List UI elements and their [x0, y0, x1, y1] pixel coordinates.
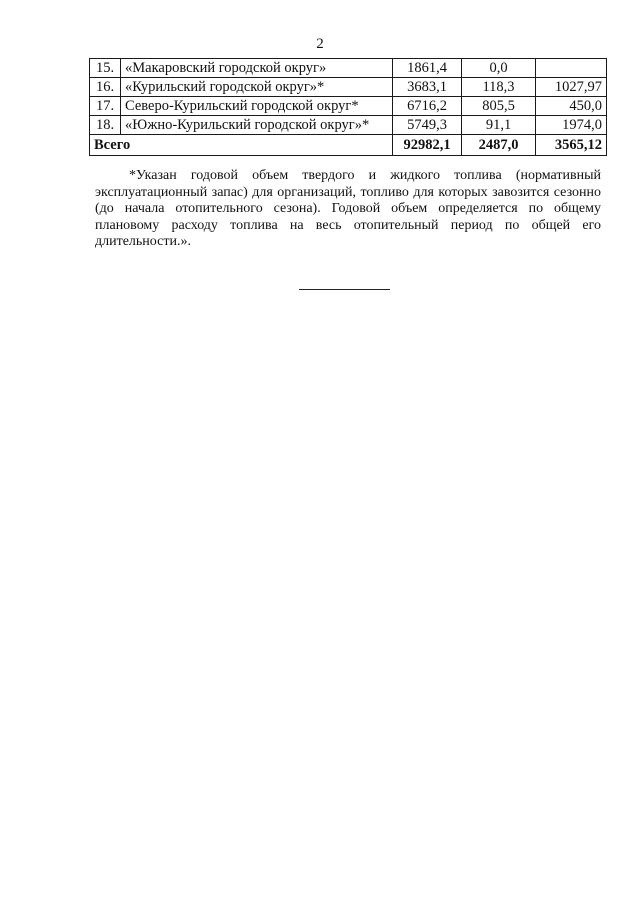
total-value: 3565,12	[536, 135, 607, 156]
value-cell: 805,5	[462, 97, 536, 116]
end-divider	[299, 289, 390, 290]
value-cell: 1974,0	[536, 116, 607, 135]
row-number: 15.	[90, 59, 121, 78]
row-number: 17.	[90, 97, 121, 116]
value-cell: 91,1	[462, 116, 536, 135]
value-cell	[536, 59, 607, 78]
district-name: Северо-Курильский городской округ*	[121, 97, 393, 116]
district-name: «Южно-Курильский городской округ»*	[121, 116, 393, 135]
value-cell: 0,0	[462, 59, 536, 78]
value-cell: 450,0	[536, 97, 607, 116]
district-name: «Макаровский городской округ»	[121, 59, 393, 78]
value-cell: 118,3	[462, 78, 536, 97]
page-number: 2	[316, 36, 324, 52]
row-number: 16.	[90, 78, 121, 97]
value-cell: 3683,1	[393, 78, 462, 97]
value-cell: 5749,3	[393, 116, 462, 135]
table-row	[90, 116, 607, 135]
row-number: 18.	[90, 116, 121, 135]
table-row	[90, 78, 607, 97]
total-label: Всего	[90, 135, 393, 156]
total-value: 2487,0	[462, 135, 536, 156]
footnote: *Указан годовой объем твердого и жидкого топлива (нормативный эксплуатационный запас) для организаций, топливо для которых завозится сезонно (до начала отопительного сезона). Годовой объем определяется по общему плановому расходу топлива на весь отопительный период по общей его длительности.».	[95, 168, 601, 249]
fuel-volume-table	[89, 58, 607, 156]
table-row	[90, 97, 607, 116]
district-name: «Курильский городской округ»*	[121, 78, 393, 97]
value-cell: 1861,4	[393, 59, 462, 78]
value-cell: 6716,2	[393, 97, 462, 116]
total-value: 92982,1	[393, 135, 462, 156]
total-row	[90, 135, 607, 156]
table-row	[90, 59, 607, 78]
value-cell: 1027,97	[536, 78, 607, 97]
